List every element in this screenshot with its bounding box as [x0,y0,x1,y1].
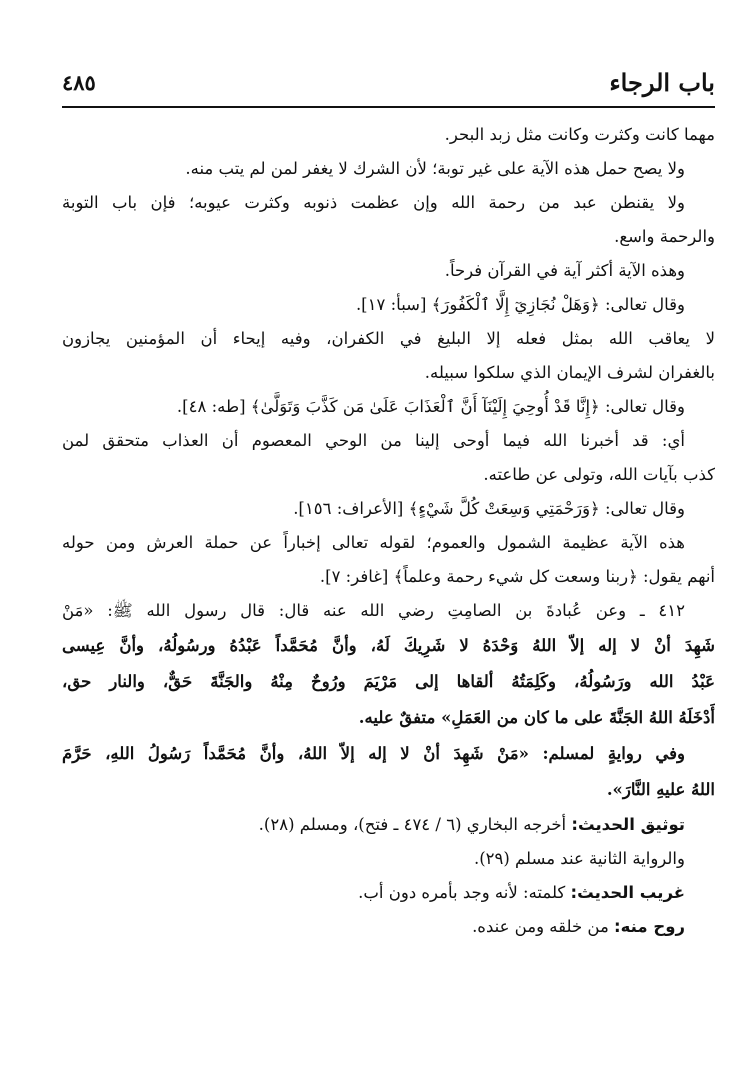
hadith-line: عَبْدُ الله ورَسُولُهُ، وكَلِمَتُهُ ألقاها إلى مَرْيَمَ ورُوحٌ مِنْهُ والجَنَّةَ حَقٌّ، والنار حق، [62,672,715,691]
paragraph-line: والرحمة واسع. [614,227,715,246]
section-heading: غريب الحديث: [570,883,685,902]
paragraph-line: مهما كانت وكثرت وكانت مثل زبد البحر. [444,125,715,144]
quran-verse-line: وقال تعالى: ﴿وَهَلْ نُجَازِيٓ إِلَّا ٱلْكَفُورَ﴾ [سبأ: ١٧]. [355,295,685,314]
page-number: ٤٨٥ [62,70,96,95]
hadith-line: شَهِدَ أنْ لا إله إلاّ اللهُ وَحْدَهُ لا شَرِيكَ لَهُ، وأنَّ مُحَمَّداً عَبْدُهُ ورسُولُهُ، وأنَّ عِيسى [62,636,715,655]
gloss-text: من خلقه ومن عنده. [472,917,615,936]
paragraph-line: ولا يقنطن عبد من رحمة الله وإن عظمت ذنوبه وكثرت عيوبه؛ فإن باب التوبة [62,193,685,212]
quran-verse-line: وقال تعالى: ﴿إِنَّا قَدْ أُوحِيَ إِلَيْنَآ أَنَّ ٱلْعَذَابَ عَلَىٰ مَن كَذَّبَ وَتَوَلَّىٰ﴾ [طه: ٤٨]. [176,397,685,416]
gloss-term: روح منه: [614,917,685,936]
paragraph-line: وهذه الآية أكثر آية في القرآن فرحاً. [444,261,685,280]
gloss-line [62,910,715,944]
paragraph-line: بالغفران لشرف الإيمان الذي سلكوا سبيله. [424,363,715,382]
paragraph-line: أنهم يقول: ﴿ربنا وسعت كل شيء رحمة وعلماً﴾ [غافر: ٧]. [319,567,715,586]
paragraph-line: كذب بآيات الله، وتولى عن طاعته. [483,465,715,484]
hadith-line: اللهُ عليهِ النَّارَ». [606,780,715,799]
quran-verse-line: وقال تعالى: ﴿وَرَحْمَتِي وَسِعَتْ كُلَّ شَيْءٍ﴾ [الأعراف: ١٥٦]. [293,499,685,518]
gharib-line [62,876,715,910]
chapter-title: باب الرجاء [609,68,715,97]
paragraph-line: لا يعاقب الله بمثل فعله إلا البليغ في الكفران، وفيه إيحاء أن المؤمنين يجازون [62,329,715,348]
paragraph-line: ولا يصح حمل هذه الآية على غير توبة؛ لأن الشرك لا يغفر لمن لم يتب منه. [185,159,685,178]
hadith-line: وفي روايةٍ لمسلم: «مَنْ شَهِدَ أنْ لا إله إلاّ اللهُ، وأنَّ مُحَمَّداً رَسُولُ اللهِ، حَرَّمَ [62,744,685,763]
gharib-text: كلمته: لأنه وجد بأمره دون أب. [358,883,571,902]
paragraph-line: أي: قد أخبرنا الله فيما أوحى إلينا من الوحي المعصوم أن العذاب متحقق لمن [62,431,685,450]
paragraph-line: والرواية الثانية عند مسلم (٢٩). [473,849,685,868]
page-header [62,58,715,108]
section-heading: توثيق الحديث: [571,815,685,834]
page-body [62,118,715,944]
takhrij-line [62,808,715,842]
hadith-line: أَدْخَلَهُ اللهُ الجَنَّةَ على ما كان من العَمَلِ» متفقٌ عليه. [358,708,715,727]
paragraph-line: هذه الآية عظيمة الشمول والعموم؛ لقوله تعالى إخباراً عن حملة العرش ومن حوله [62,533,685,552]
takhrij-text: أخرجه البخاري (٦ / ٤٧٤ ـ فتح)، ومسلم (٢٨). [258,815,572,834]
hadith-line: ٤١٢ ـ وعن عُبادةَ بن الصامِتِ رضي الله عنه قال: قال رسول الله ﷺ: «مَنْ [62,601,685,620]
